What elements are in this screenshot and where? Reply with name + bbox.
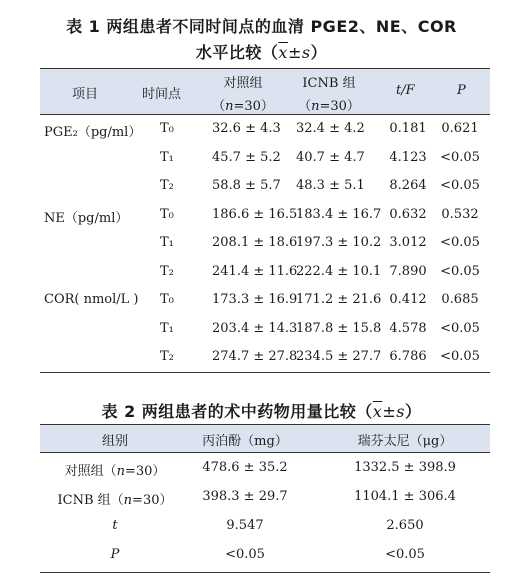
table2-cell-group: 对照组（n=30）	[64, 464, 166, 479]
table1-title-line1: 表 1 两组患者不同时间点的血清 PGE2、NE、COR	[66, 17, 457, 36]
table1-cell-time: T₀	[160, 207, 174, 222]
table1-cell-icnb: 197.3 ± 10.2	[296, 235, 382, 250]
table2-title: 表 2 两组患者的术中药物用量比较$(\overline{x}\pm s)$	[101, 402, 422, 421]
table1-cell-icnb: 183.4 ± 16.7	[296, 207, 382, 222]
table1-cell-tf: 3.012	[389, 235, 427, 250]
table2-cell-remifentanil: 1332.5 ± 398.9	[354, 460, 456, 475]
table2-header-rule	[40, 452, 490, 453]
table1-cell-time: T₂	[160, 349, 174, 364]
table1-cell-tf: 7.890	[389, 264, 427, 279]
table1-header-p: P	[457, 83, 466, 98]
table1-cell-time: T₂	[160, 178, 174, 193]
table2-cell-propofol: 398.3 ± 29.7	[202, 489, 288, 504]
table1-cell-icnb: 171.2 ± 21.6	[296, 292, 382, 307]
table1-header-rule	[40, 114, 490, 115]
table1-cell-p: <0.05	[440, 349, 480, 364]
table2-bottom-rule	[40, 572, 490, 573]
table1-header-control: 对照组 （n=30）	[212, 76, 274, 114]
table2-cell-remifentanil: <0.05	[385, 547, 425, 562]
table1-cell-p: <0.05	[440, 178, 480, 193]
table1-cell-control: 45.7 ± 5.2	[212, 150, 281, 165]
table1-cell-tf: 0.181	[389, 121, 427, 136]
table1-cell-control: 203.4 ± 14.3	[212, 321, 298, 336]
table2-top-rule	[40, 424, 490, 425]
table1-cell-time: T₁	[160, 150, 174, 165]
table1-cell-control: 274.7 ± 27.8	[212, 349, 298, 364]
table1-cell-tf: 0.412	[389, 292, 427, 307]
table1-cell-control: 32.6 ± 4.3	[212, 121, 281, 136]
table1-cell-tf: 4.578	[389, 321, 427, 336]
table1-cell-tf: 8.264	[389, 178, 427, 193]
table2-cell-group: P	[110, 547, 120, 562]
table1-cell-p: <0.05	[440, 321, 480, 336]
table2-header-group: 组别	[101, 434, 128, 449]
table1-bottom-rule	[40, 372, 490, 373]
table1-cell-p: <0.05	[440, 264, 480, 279]
table1-header-tf: t/F	[396, 83, 415, 98]
table1-cell-icnb: 187.8 ± 15.8	[296, 321, 382, 336]
table1-cell-p: 0.685	[441, 292, 479, 307]
table2-cell-group: t	[112, 518, 118, 533]
table1-cell-control: 208.1 ± 18.6	[212, 235, 298, 250]
table1-cell-tf: 0.632	[389, 207, 427, 222]
table1-cell-icnb: 40.7 ± 4.7	[296, 150, 365, 165]
table1-title-line2: 水平比较$(\overline{x}\pm s)$	[195, 43, 328, 62]
table2-header-remifentanil: 瑞芬太尼（μg）	[357, 434, 453, 449]
table2-cell-propofol: 9.547	[226, 518, 264, 533]
table1-cell-time: T₀	[160, 121, 174, 136]
table1-cell-time: T₀	[160, 292, 174, 307]
table1-header-icnb: ICNB 组 （n=30）	[298, 76, 360, 114]
table2-cell-remifentanil: 2.650	[386, 518, 424, 533]
table1-cell-icnb: 222.4 ± 10.1	[296, 264, 382, 279]
table1-cell-p: <0.05	[440, 150, 480, 165]
table2-cell-group: ICNB 组（n=30）	[57, 493, 173, 508]
table1-cell-p: 0.621	[441, 121, 479, 136]
table1-cell-p: 0.532	[441, 207, 479, 222]
table1-cell-p: <0.05	[440, 235, 480, 250]
table1-cell-time: T₂	[160, 264, 174, 279]
table2-cell-propofol: 478.6 ± 35.2	[202, 460, 288, 475]
table2-cell-remifentanil: 1104.1 ± 306.4	[354, 489, 456, 504]
table1-top-rule	[40, 68, 490, 69]
table1-cell-tf: 6.786	[389, 349, 427, 364]
table1-cell-icnb: 48.3 ± 5.1	[296, 178, 365, 193]
table1-cell-control: 58.8 ± 5.7	[212, 178, 281, 193]
table1-group-label: COR( nmol/L )	[44, 292, 139, 307]
table2-header-propofol: 丙泊酚（mg）	[202, 434, 288, 449]
table1-cell-tf: 4.123	[389, 150, 427, 165]
table1-group-label: PGE₂（pg/ml）	[44, 125, 142, 140]
table1-cell-icnb: 32.4 ± 4.2	[296, 121, 365, 136]
table2-cell-propofol: <0.05	[225, 547, 265, 562]
table1-header-time: 时间点	[142, 87, 182, 102]
table1-header-item: 项目	[72, 87, 99, 102]
table1-cell-control: 173.3 ± 16.9	[212, 292, 298, 307]
table1-cell-control: 241.4 ± 11.6	[212, 264, 298, 279]
table1-group-label: NE（pg/ml）	[44, 211, 129, 226]
table1-cell-control: 186.6 ± 16.5	[212, 207, 298, 222]
table1-cell-time: T₁	[160, 321, 174, 336]
table1-cell-time: T₁	[160, 235, 174, 250]
table1-cell-icnb: 234.5 ± 27.7	[296, 349, 382, 364]
